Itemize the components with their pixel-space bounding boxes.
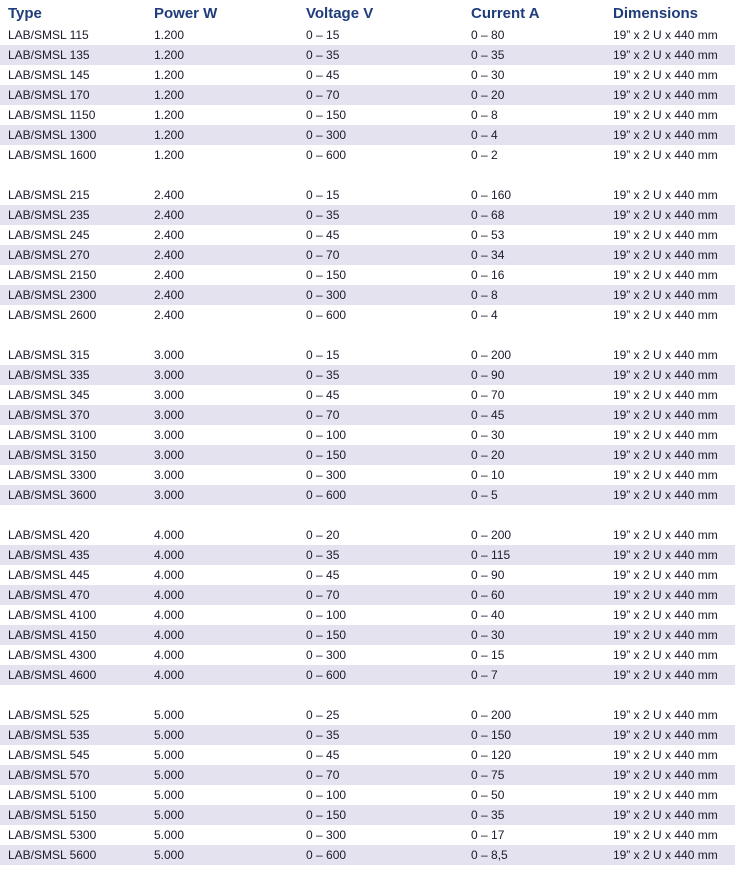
cell-type: LAB/SMSL 1150: [8, 108, 96, 122]
cell-dimensions: 19” x 2 U x 440 mm: [613, 648, 718, 662]
cell-current: 0 – 90: [471, 568, 505, 582]
cell-voltage: 0 – 35: [306, 548, 340, 562]
cell-dimensions: 19” x 2 U x 440 mm: [613, 268, 718, 282]
cell-power: 3.000: [154, 468, 185, 482]
cell-power: 5.000: [154, 808, 185, 822]
cell-dimensions: 19” x 2 U x 440 mm: [613, 48, 718, 62]
header-current: Current A: [471, 5, 540, 22]
cell-voltage: 0 – 35: [306, 368, 340, 382]
cell-type: LAB/SMSL 5150: [8, 808, 97, 822]
cell-power: 4.000: [154, 568, 185, 582]
cell-current: 0 – 200: [471, 348, 512, 362]
cell-type: LAB/SMSL 345: [8, 388, 90, 402]
cell-dimensions: 19” x 2 U x 440 mm: [613, 748, 718, 762]
cell-power: 5.000: [154, 708, 185, 722]
cell-type: LAB/SMSL 525: [8, 708, 90, 722]
cell-current: 0 – 200: [471, 528, 512, 542]
cell-voltage: 0 – 70: [306, 588, 340, 602]
cell-type: LAB/SMSL 2600: [8, 308, 97, 322]
cell-power: 4.000: [154, 608, 185, 622]
table-row: [0, 125, 735, 145]
table-row: [0, 105, 735, 125]
cell-power: 1.200: [154, 108, 185, 122]
cell-voltage: 0 – 100: [306, 428, 347, 442]
cell-type: LAB/SMSL 245: [8, 228, 90, 242]
table-row: [0, 145, 735, 165]
cell-current: 0 – 4: [471, 308, 498, 322]
cell-type: LAB/SMSL 470: [8, 588, 90, 602]
cell-dimensions: 19” x 2 U x 440 mm: [613, 768, 718, 782]
table-row: [0, 545, 735, 565]
cell-dimensions: 19” x 2 U x 440 mm: [613, 808, 718, 822]
cell-dimensions: 19” x 2 U x 440 mm: [613, 308, 718, 322]
cell-voltage: 0 – 20: [306, 528, 340, 542]
cell-power: 4.000: [154, 628, 185, 642]
table-row: [0, 705, 735, 725]
cell-voltage: 0 – 150: [306, 108, 347, 122]
table-row: [0, 345, 735, 365]
cell-dimensions: 19” x 2 U x 440 mm: [613, 188, 718, 202]
cell-type: LAB/SMSL 445: [8, 568, 90, 582]
cell-power: 5.000: [154, 748, 185, 762]
cell-dimensions: 19” x 2 U x 440 mm: [613, 88, 718, 102]
cell-voltage: 0 – 70: [306, 88, 340, 102]
cell-voltage: 0 – 70: [306, 408, 340, 422]
cell-dimensions: 19” x 2 U x 440 mm: [613, 208, 718, 222]
cell-current: 0 – 10: [471, 468, 505, 482]
table-row: [0, 805, 735, 825]
table-row: [0, 785, 735, 805]
table-row: [0, 305, 735, 325]
cell-current: 0 – 53: [471, 228, 505, 242]
cell-type: LAB/SMSL 135: [8, 48, 90, 62]
cell-power: 5.000: [154, 768, 185, 782]
cell-power: 2.400: [154, 308, 185, 322]
cell-voltage: 0 – 45: [306, 228, 340, 242]
cell-current: 0 – 35: [471, 808, 505, 822]
cell-current: 0 – 30: [471, 628, 505, 642]
cell-type: LAB/SMSL 315: [8, 348, 90, 362]
table-row: [0, 65, 735, 85]
cell-type: LAB/SMSL 3100: [8, 428, 97, 442]
cell-type: LAB/SMSL 3300: [8, 468, 97, 482]
cell-dimensions: 19” x 2 U x 440 mm: [613, 68, 718, 82]
cell-type: LAB/SMSL 215: [8, 188, 90, 202]
cell-current: 0 – 8: [471, 108, 498, 122]
cell-dimensions: 19” x 2 U x 440 mm: [613, 248, 718, 262]
cell-dimensions: 19” x 2 U x 440 mm: [613, 628, 718, 642]
cell-voltage: 0 – 15: [306, 28, 340, 42]
cell-current: 0 – 20: [471, 88, 505, 102]
cell-dimensions: 19” x 2 U x 440 mm: [613, 388, 718, 402]
cell-dimensions: 19” x 2 U x 440 mm: [613, 528, 718, 542]
cell-type: LAB/SMSL 5300: [8, 828, 97, 842]
cell-current: 0 – 45: [471, 408, 505, 422]
cell-voltage: 0 – 15: [306, 348, 340, 362]
cell-current: 0 – 35: [471, 48, 505, 62]
cell-voltage: 0 – 600: [306, 488, 347, 502]
cell-type: LAB/SMSL 270: [8, 248, 90, 262]
cell-voltage: 0 – 150: [306, 268, 347, 282]
cell-voltage: 0 – 45: [306, 68, 340, 82]
cell-dimensions: 19” x 2 U x 440 mm: [613, 708, 718, 722]
cell-dimensions: 19” x 2 U x 440 mm: [613, 488, 718, 502]
cell-dimensions: 19” x 2 U x 440 mm: [613, 468, 718, 482]
cell-type: LAB/SMSL 4150: [8, 628, 97, 642]
cell-type: LAB/SMSL 535: [8, 728, 90, 742]
table-row: [0, 225, 735, 245]
cell-power: 1.200: [154, 28, 185, 42]
cell-voltage: 0 – 35: [306, 208, 340, 222]
cell-power: 3.000: [154, 368, 185, 382]
table-row: [0, 565, 735, 585]
cell-dimensions: 19” x 2 U x 440 mm: [613, 148, 718, 162]
table-row: [0, 85, 735, 105]
cell-voltage: 0 – 35: [306, 48, 340, 62]
table-row: [0, 825, 735, 845]
cell-current: 0 – 7: [471, 668, 498, 682]
table-row: [0, 845, 735, 865]
cell-voltage: 0 – 70: [306, 248, 340, 262]
cell-voltage: 0 – 70: [306, 768, 340, 782]
header-power: Power W: [154, 5, 218, 22]
table-row: [0, 605, 735, 625]
table-row: [0, 585, 735, 605]
cell-dimensions: 19” x 2 U x 440 mm: [613, 348, 718, 362]
cell-current: 0 – 16: [471, 268, 505, 282]
cell-power: 3.000: [154, 348, 185, 362]
cell-dimensions: 19” x 2 U x 440 mm: [613, 108, 718, 122]
cell-type: LAB/SMSL 420: [8, 528, 90, 542]
cell-current: 0 – 8,5: [471, 848, 508, 862]
cell-power: 2.400: [154, 248, 185, 262]
table-row: [0, 265, 735, 285]
cell-dimensions: 19” x 2 U x 440 mm: [613, 548, 718, 562]
cell-voltage: 0 – 600: [306, 668, 347, 682]
cell-current: 0 – 70: [471, 388, 505, 402]
cell-power: 1.200: [154, 128, 185, 142]
table-row: [0, 45, 735, 65]
cell-power: 5.000: [154, 828, 185, 842]
header-voltage: Voltage V: [306, 5, 374, 22]
cell-voltage: 0 – 300: [306, 128, 347, 142]
cell-current: 0 – 5: [471, 488, 498, 502]
cell-voltage: 0 – 600: [306, 848, 347, 862]
cell-current: 0 – 90: [471, 368, 505, 382]
cell-voltage: 0 – 150: [306, 808, 347, 822]
table-row: [0, 445, 735, 465]
cell-type: LAB/SMSL 3600: [8, 488, 97, 502]
cell-type: LAB/SMSL 1600: [8, 148, 97, 162]
cell-power: 3.000: [154, 408, 185, 422]
cell-dimensions: 19” x 2 U x 440 mm: [613, 568, 718, 582]
cell-current: 0 – 2: [471, 148, 498, 162]
cell-type: LAB/SMSL 435: [8, 548, 90, 562]
cell-current: 0 – 160: [471, 188, 512, 202]
cell-dimensions: 19” x 2 U x 440 mm: [613, 848, 718, 862]
cell-voltage: 0 – 600: [306, 148, 347, 162]
cell-voltage: 0 – 100: [306, 788, 347, 802]
table-row: [0, 385, 735, 405]
cell-power: 1.200: [154, 88, 185, 102]
cell-power: 3.000: [154, 488, 185, 502]
cell-power: 1.200: [154, 148, 185, 162]
cell-current: 0 – 68: [471, 208, 505, 222]
cell-type: LAB/SMSL 235: [8, 208, 90, 222]
cell-voltage: 0 – 300: [306, 648, 347, 662]
table-row: [0, 185, 735, 205]
header-type: Type: [8, 5, 42, 22]
cell-type: LAB/SMSL 5100: [8, 788, 97, 802]
cell-current: 0 – 120: [471, 748, 512, 762]
cell-type: LAB/SMSL 2150: [8, 268, 97, 282]
cell-voltage: 0 – 100: [306, 608, 347, 622]
table-row: [0, 205, 735, 225]
cell-dimensions: 19” x 2 U x 440 mm: [613, 728, 718, 742]
table-row: [0, 765, 735, 785]
cell-power: 4.000: [154, 548, 185, 562]
cell-dimensions: 19” x 2 U x 440 mm: [613, 608, 718, 622]
cell-power: 5.000: [154, 848, 185, 862]
cell-current: 0 – 150: [471, 728, 512, 742]
cell-power: 1.200: [154, 48, 185, 62]
cell-voltage: 0 – 15: [306, 188, 340, 202]
cell-current: 0 – 34: [471, 248, 505, 262]
table-row: [0, 645, 735, 665]
cell-dimensions: 19” x 2 U x 440 mm: [613, 448, 718, 462]
table-row: [0, 625, 735, 645]
cell-power: 1.200: [154, 68, 185, 82]
cell-current: 0 – 75: [471, 768, 505, 782]
table-row: [0, 425, 735, 445]
cell-current: 0 – 40: [471, 608, 505, 622]
header-dimensions: Dimensions: [613, 5, 699, 22]
cell-voltage: 0 – 45: [306, 748, 340, 762]
table-row: [0, 245, 735, 265]
cell-current: 0 – 20: [471, 448, 505, 462]
cell-voltage: 0 – 150: [306, 628, 347, 642]
cell-voltage: 0 – 45: [306, 388, 340, 402]
table-header: [0, 0, 735, 25]
cell-dimensions: 19” x 2 U x 440 mm: [613, 788, 718, 802]
cell-type: LAB/SMSL 570: [8, 768, 90, 782]
cell-type: LAB/SMSL 545: [8, 748, 90, 762]
cell-power: 2.400: [154, 188, 185, 202]
cell-current: 0 – 30: [471, 428, 505, 442]
cell-type: LAB/SMSL 5600: [8, 848, 97, 862]
cell-power: 2.400: [154, 228, 185, 242]
cell-power: 4.000: [154, 588, 185, 602]
cell-dimensions: 19” x 2 U x 440 mm: [613, 828, 718, 842]
cell-type: LAB/SMSL 4100: [8, 608, 97, 622]
table-row: [0, 405, 735, 425]
cell-voltage: 0 – 150: [306, 448, 347, 462]
cell-voltage: 0 – 300: [306, 288, 347, 302]
table-row: [0, 285, 735, 305]
cell-power: 5.000: [154, 788, 185, 802]
cell-current: 0 – 8: [471, 288, 498, 302]
cell-type: LAB/SMSL 3150: [8, 448, 97, 462]
cell-voltage: 0 – 300: [306, 468, 347, 482]
cell-dimensions: 19” x 2 U x 440 mm: [613, 588, 718, 602]
cell-type: LAB/SMSL 170: [8, 88, 90, 102]
cell-current: 0 – 80: [471, 28, 505, 42]
cell-power: 2.400: [154, 208, 185, 222]
cell-power: 2.400: [154, 288, 185, 302]
cell-type: LAB/SMSL 335: [8, 368, 90, 382]
cell-dimensions: 19” x 2 U x 440 mm: [613, 228, 718, 242]
table-row: [0, 665, 735, 685]
cell-power: 4.000: [154, 528, 185, 542]
cell-type: LAB/SMSL 1300: [8, 128, 97, 142]
cell-type: LAB/SMSL 370: [8, 408, 90, 422]
cell-current: 0 – 4: [471, 128, 498, 142]
table-row: [0, 525, 735, 545]
table-row: [0, 465, 735, 485]
cell-power: 3.000: [154, 428, 185, 442]
cell-voltage: 0 – 45: [306, 568, 340, 582]
cell-voltage: 0 – 25: [306, 708, 340, 722]
cell-current: 0 – 17: [471, 828, 505, 842]
cell-power: 4.000: [154, 668, 185, 682]
cell-type: LAB/SMSL 115: [8, 28, 89, 42]
table-row: [0, 25, 735, 45]
cell-dimensions: 19” x 2 U x 440 mm: [613, 428, 718, 442]
cell-type: LAB/SMSL 145: [8, 68, 90, 82]
cell-power: 5.000: [154, 728, 185, 742]
cell-type: LAB/SMSL 2300: [8, 288, 97, 302]
cell-dimensions: 19” x 2 U x 440 mm: [613, 28, 718, 42]
cell-current: 0 – 200: [471, 708, 512, 722]
cell-voltage: 0 – 35: [306, 728, 340, 742]
table-row: [0, 365, 735, 385]
cell-dimensions: 19” x 2 U x 440 mm: [613, 128, 718, 142]
cell-power: 4.000: [154, 648, 185, 662]
cell-current: 0 – 15: [471, 648, 505, 662]
cell-dimensions: 19” x 2 U x 440 mm: [613, 408, 718, 422]
cell-type: LAB/SMSL 4600: [8, 668, 97, 682]
cell-current: 0 – 30: [471, 68, 505, 82]
cell-dimensions: 19” x 2 U x 440 mm: [613, 288, 718, 302]
cell-current: 0 – 50: [471, 788, 505, 802]
cell-power: 3.000: [154, 448, 185, 462]
cell-current: 0 – 60: [471, 588, 505, 602]
cell-power: 3.000: [154, 388, 185, 402]
cell-current: 0 – 115: [471, 548, 511, 562]
cell-dimensions: 19” x 2 U x 440 mm: [613, 668, 718, 682]
cell-power: 2.400: [154, 268, 185, 282]
cell-voltage: 0 – 300: [306, 828, 347, 842]
cell-voltage: 0 – 600: [306, 308, 347, 322]
cell-type: LAB/SMSL 4300: [8, 648, 97, 662]
table-row: [0, 725, 735, 745]
table-row: [0, 485, 735, 505]
table-row: [0, 745, 735, 765]
cell-dimensions: 19” x 2 U x 440 mm: [613, 368, 718, 382]
